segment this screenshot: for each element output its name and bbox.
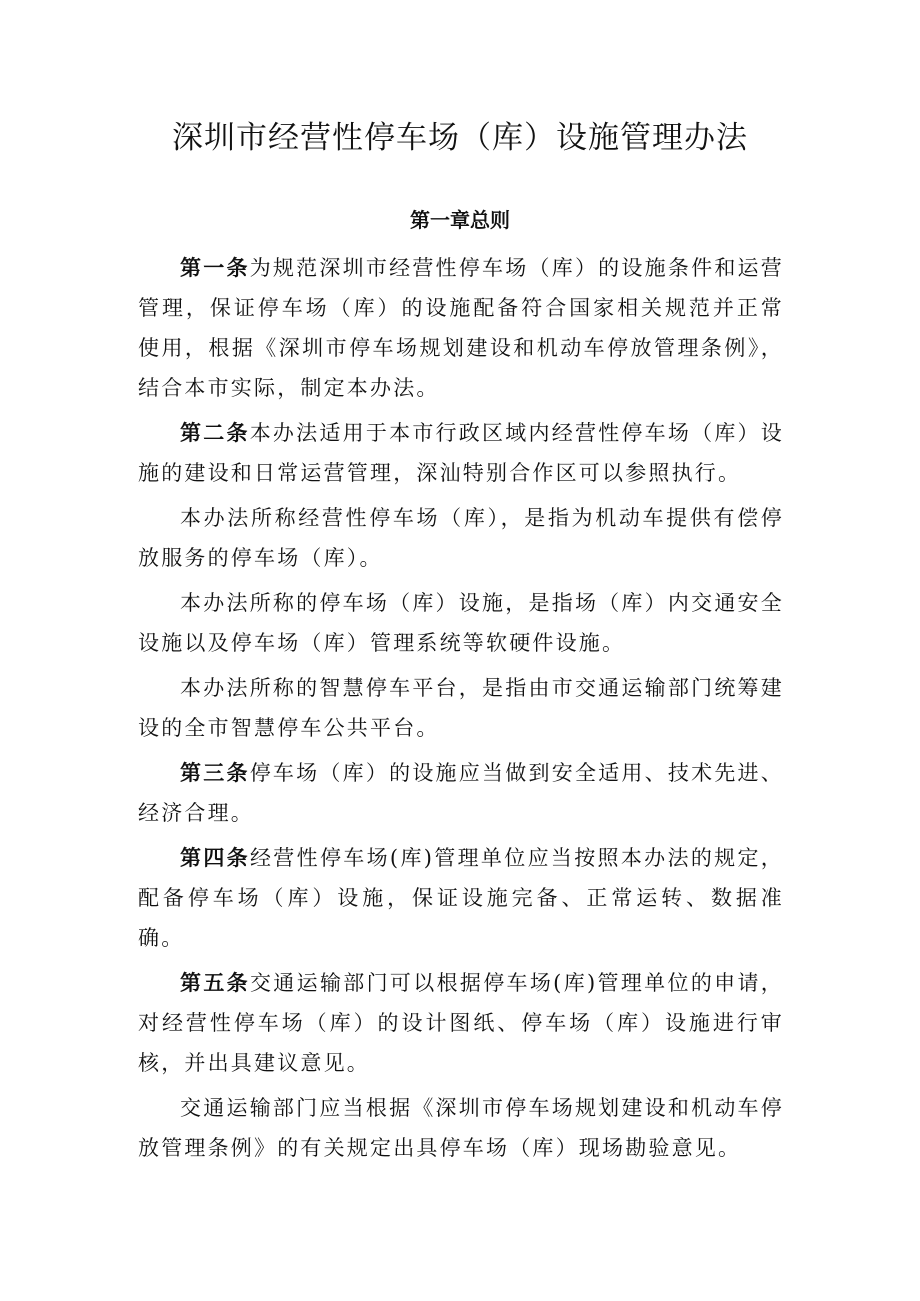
article-2-paragraph bbox=[138, 413, 784, 493]
article-2-label: 第二条 bbox=[180, 421, 250, 445]
definition-smart-parking-text: 本办法所称的智慧停车平台，是指由市交通运输部门统筹建设的全市智慧停车公共平台。 bbox=[138, 676, 784, 740]
article-5-subparagraph-text: 交通运输部门应当根据《深圳市停车场规划建设和机动车停放管理条例》的有关规定出具停车场（库）现场勘验意见。 bbox=[138, 1096, 784, 1160]
article-5-subparagraph bbox=[138, 1088, 784, 1168]
article-1-text: 为规范深圳市经营性停车场（库）的设施条件和运营管理，保证停车场（库）的设施配备符合国家相关规范并正常使用，根据《深圳市停车场规划建设和机动车停放管理条例》，结合本市实际，制定本办法。 bbox=[138, 256, 784, 400]
article-5-text: 交通运输部门可以根据停车场(库)管理单位的申请，对经营性停车场（库）的设计图纸、停车场（库）设施进行审核，并出具建议意见。 bbox=[138, 971, 785, 1075]
definition-parking-facilities-text: 本办法所称的停车场（库）设施，是指场（库）内交通安全设施以及停车场（库）管理系统等软硬件设施。 bbox=[138, 591, 784, 655]
article-3-text: 停车场（库）的设施应当做到安全适用、技术先进、经济合理。 bbox=[138, 761, 784, 825]
definition-operating-parking-text: 本办法所称经营性停车场（库），是指为机动车提供有偿停放服务的停车场（库）。 bbox=[138, 506, 784, 570]
definition-paragraph-operating-parking bbox=[138, 498, 784, 578]
article-5-label: 第五条 bbox=[180, 971, 250, 995]
document-body bbox=[138, 248, 784, 1173]
article-3-label: 第三条 bbox=[180, 761, 250, 785]
article-4-text: 经营性停车场(库)管理单位应当按照本办法的规定，配备停车场（库）设施，保证设施完备、正常运转、数据准确。 bbox=[138, 846, 785, 950]
chapter-heading: 第一章总则 bbox=[410, 208, 510, 232]
article-2-text: 本办法适用于本市行政区域内经营性停车场（库）设施的建设和日常运营管理，深汕特别合作区可以参照执行。 bbox=[138, 421, 784, 485]
article-4-label: 第四条 bbox=[180, 846, 250, 870]
article-1-paragraph bbox=[138, 248, 784, 408]
article-3-paragraph bbox=[138, 753, 784, 833]
article-1-label: 第一条 bbox=[180, 256, 250, 280]
article-5-paragraph bbox=[138, 963, 784, 1083]
document-title: 深圳市经营性停车场（库）设施管理办法 bbox=[172, 120, 748, 156]
definition-paragraph-parking-facilities bbox=[138, 583, 784, 663]
definition-paragraph-smart-parking bbox=[138, 668, 784, 748]
article-4-paragraph bbox=[138, 838, 784, 958]
